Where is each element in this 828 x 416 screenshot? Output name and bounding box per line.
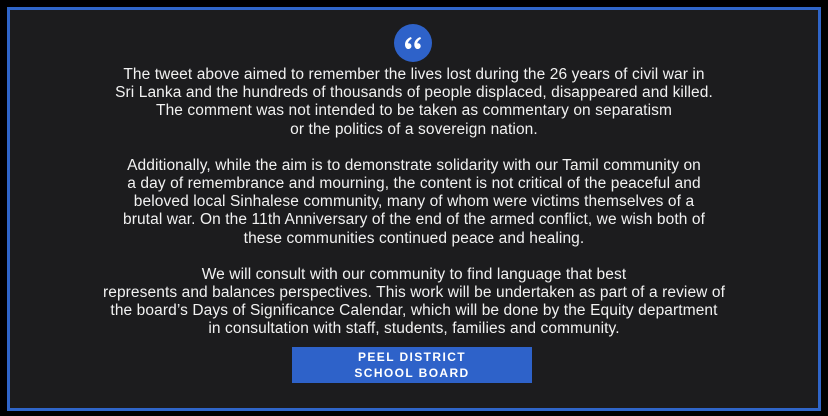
statement-paragraph: [40, 66, 788, 139]
statement-paragraph: [40, 266, 788, 339]
statement-line: or the politics of a sovereign nation.: [290, 120, 538, 138]
signature-badge: [292, 347, 532, 383]
statement-line: Sri Lanka and the hundreds of thousands of people displaced, disappeared and killed.: [115, 84, 713, 102]
statement-line: the board’s Days of Significance Calendar, which will be done by the Equity department: [110, 302, 718, 320]
signature-line-1: PEEL DISTRICT: [358, 350, 466, 364]
statement-line: represents and balances perspectives. This work will be undertaken as part of a review of: [102, 284, 726, 302]
statement-line: Additionally, while the aim is to demonstrate solidarity with our Tamil community on: [127, 156, 701, 174]
statement-line: brutal war. On the 11th Anniversary of the end of the armed conflict, we wish both of: [122, 211, 706, 229]
statement-line: We will consult with our community to find language that best: [201, 265, 627, 283]
statement-line: The comment was not intended to be taken as commentary on separatism: [156, 102, 672, 120]
statement-body: [40, 66, 788, 357]
statement-line: a day of remembrance and mourning, the content is not critical of the peaceful and: [127, 175, 701, 193]
statement-line: in consultation with staff, students, families and community.: [208, 320, 620, 338]
statement-line: The tweet above aimed to remember the lives lost during the 26 years of civil war in: [123, 66, 705, 83]
statement-line: beloved local Sinhalese community, many of whom were victims themselves of a: [133, 193, 695, 211]
statement-paragraph: [40, 157, 788, 248]
signature-line-2: SCHOOL BOARD: [354, 366, 470, 380]
quotation-marks-icon: [404, 36, 422, 50]
statement-line: these communities continued peace and healing.: [243, 229, 585, 247]
quote-badge: [394, 24, 432, 62]
